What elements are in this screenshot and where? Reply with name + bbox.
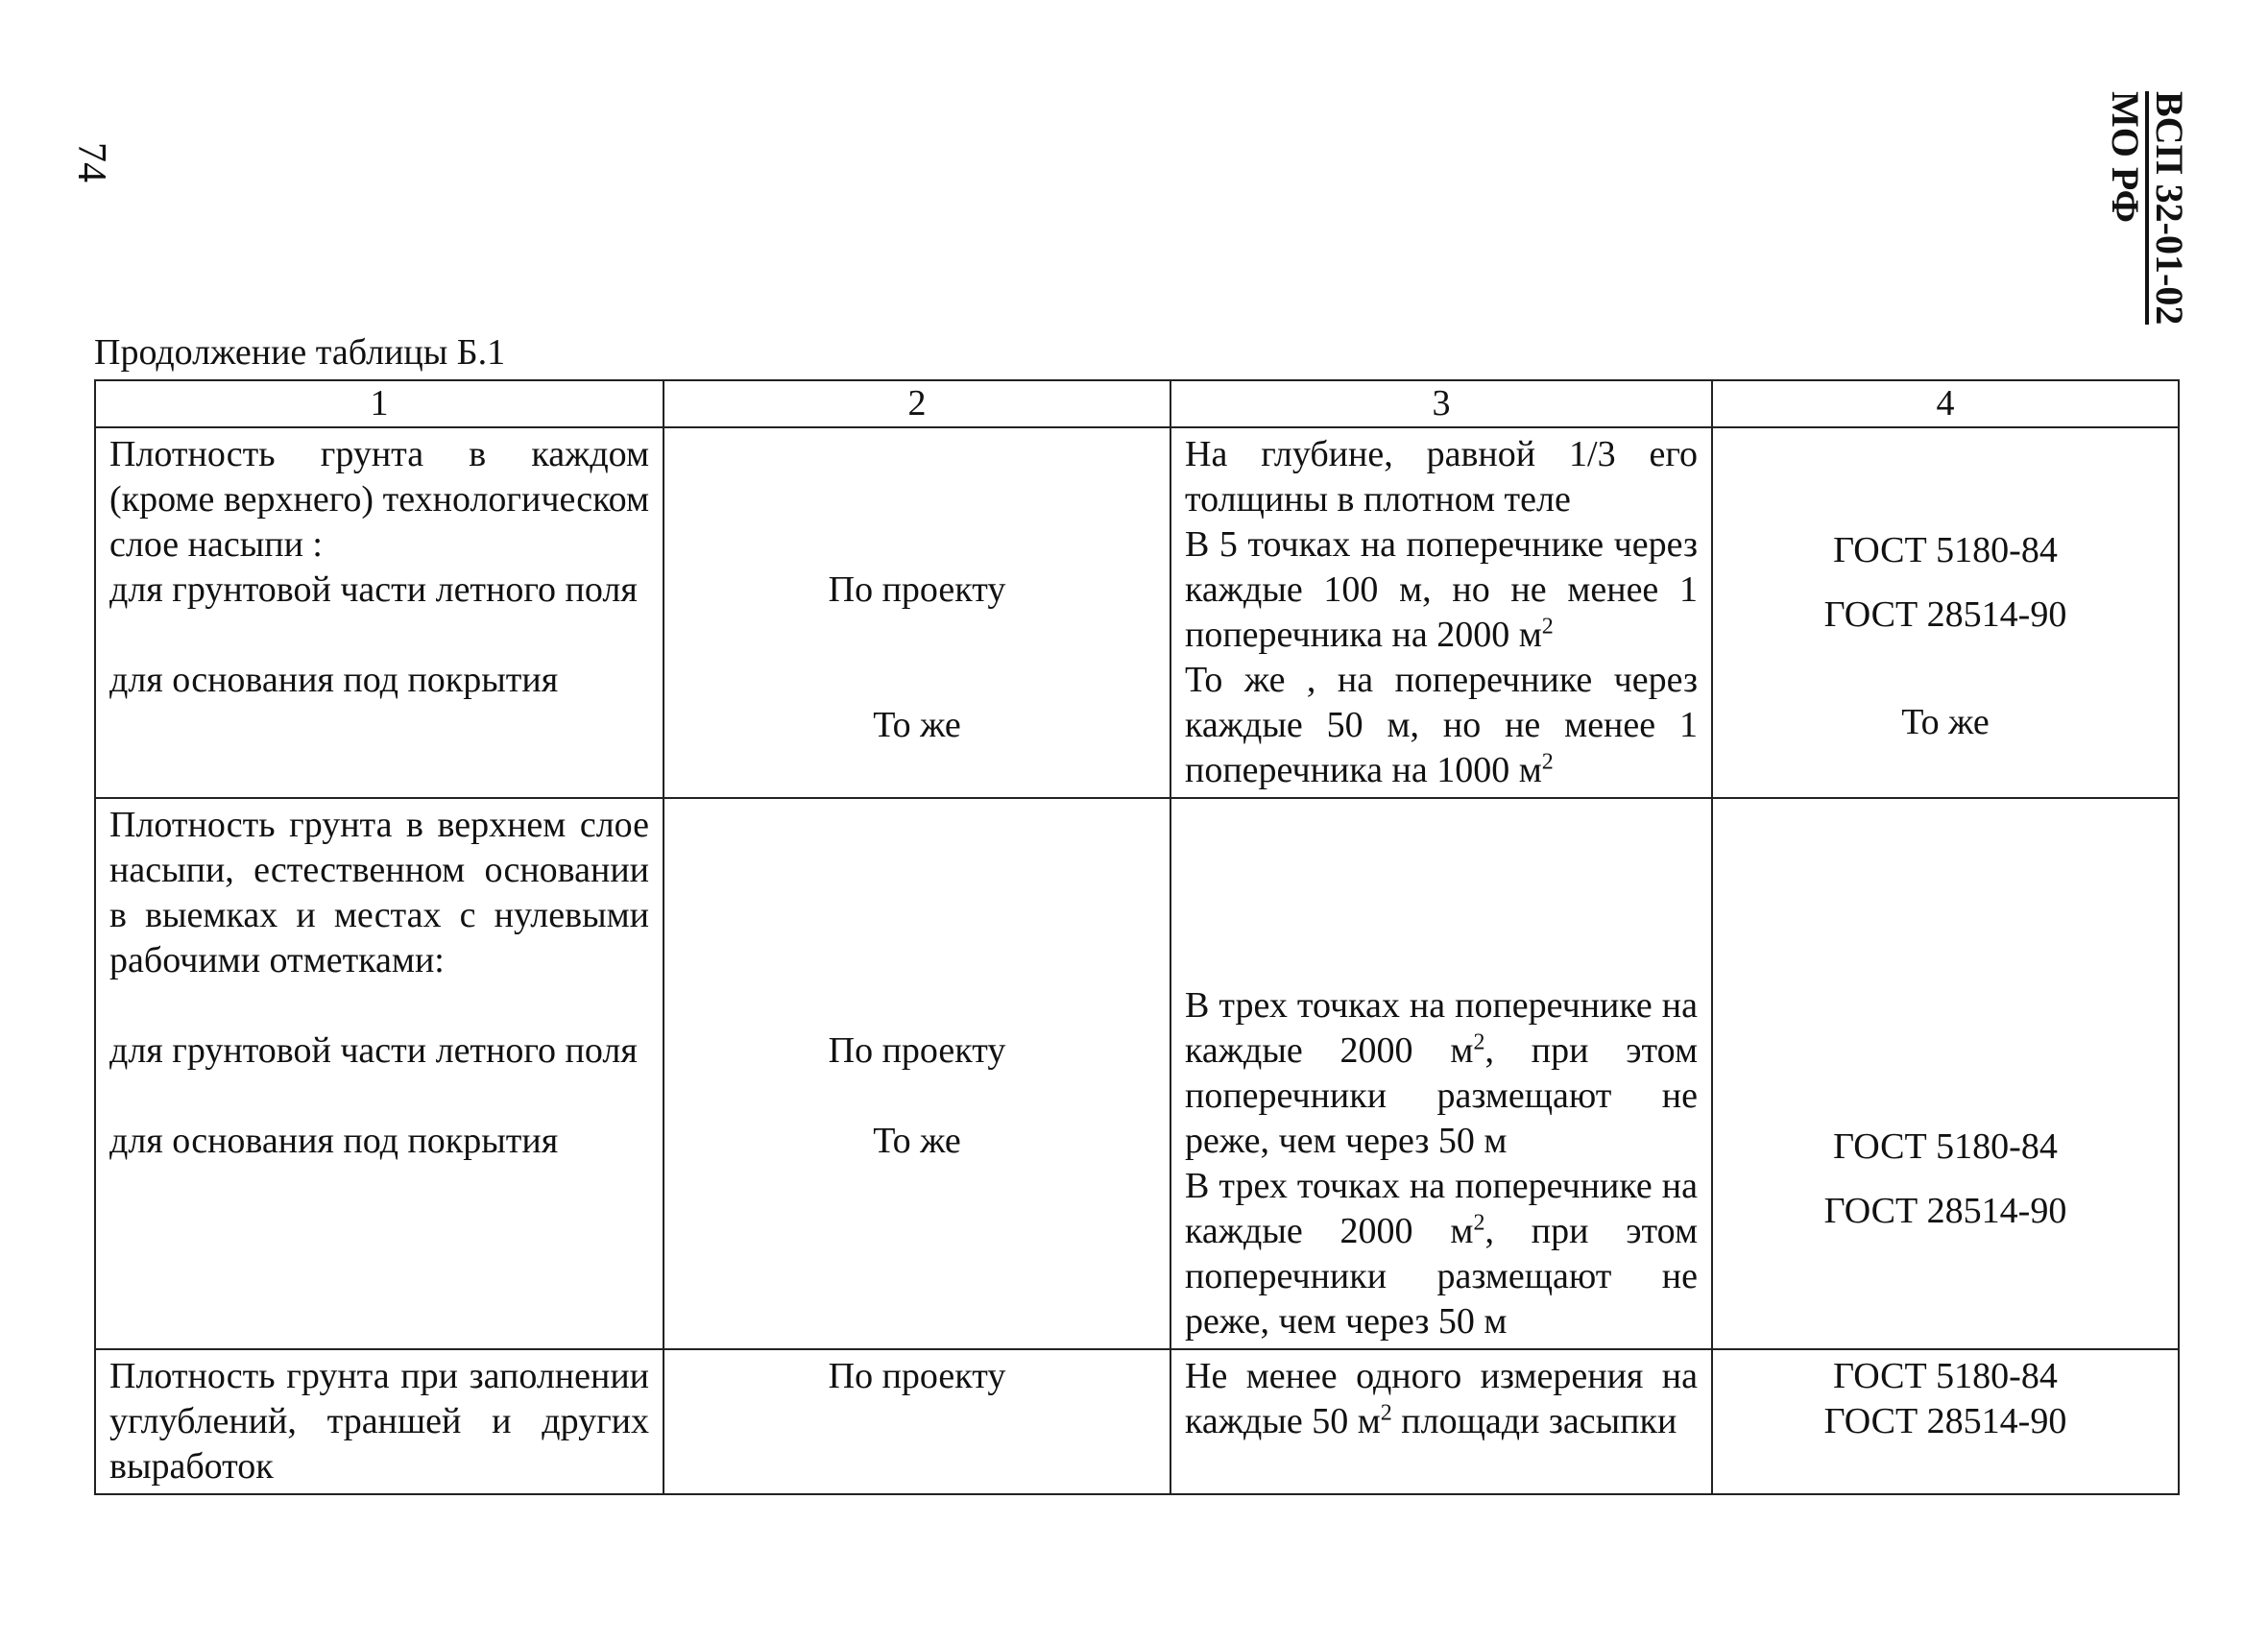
- column-header-4: 4: [1712, 380, 2179, 427]
- parameter-title: Плотность грунта в верхнем слое насыпи, естественном основании в выемках и местах с нулевыми рабочими отметками:: [109, 805, 649, 980]
- superscript-2: 2: [1473, 1029, 1485, 1055]
- method-b: В трех точках на поперечнике на каждые 2000 м: [1185, 1166, 1698, 1251]
- value-cell: [664, 1349, 1170, 1494]
- superscript-2: 2: [1541, 614, 1554, 640]
- table-row: [95, 1349, 2179, 1494]
- table-header-row: [95, 380, 2179, 427]
- column-header-3: 3: [1170, 380, 1712, 427]
- superscript-2: 2: [1473, 1210, 1485, 1236]
- standard-cell: [1712, 798, 2179, 1349]
- method-a1: На глубине, равной 1/3 его толщины в плотном теле: [1185, 434, 1698, 520]
- standard-cell: [1712, 427, 2179, 798]
- parameter-cell: [95, 427, 664, 798]
- document-code-line-2: МО РФ: [2104, 91, 2147, 223]
- value-b: То же: [873, 705, 961, 745]
- value-cell: [664, 798, 1170, 1349]
- method-a: В трех точках на поперечнике на каждые 2000 м: [1185, 985, 1698, 1071]
- table-row: [95, 427, 2179, 798]
- requirements-table: [94, 379, 2180, 1495]
- method-tail: площади засыпки: [1391, 1401, 1677, 1441]
- method-cell: [1170, 798, 1712, 1349]
- value-cell: [664, 427, 1170, 798]
- standard-b: То же: [1901, 702, 1990, 742]
- column-header-1: 1: [95, 380, 664, 427]
- superscript-2: 2: [1541, 749, 1554, 775]
- value-a: По проекту: [828, 1030, 1006, 1071]
- document-code-line-1: ВСП 32-01-02: [2145, 91, 2189, 325]
- document-code: [2064, 91, 2208, 370]
- superscript-2: 2: [1380, 1400, 1392, 1426]
- standard-a2: ГОСТ 28514-90: [1823, 594, 2067, 635]
- parameter-cell: [95, 798, 664, 1349]
- value: По проекту: [828, 1356, 1006, 1396]
- method-a-tail: , при этом поперечники размещают не реже, чем через 50 м: [1185, 1030, 1698, 1161]
- value-a: По проекту: [828, 569, 1006, 610]
- parameter-cell: [95, 1349, 664, 1494]
- column-header-2: 2: [664, 380, 1170, 427]
- standard-a2: ГОСТ 28514-90: [1823, 1191, 2067, 1231]
- parameter-sub-b: для основания под покрытия: [109, 1121, 559, 1161]
- standard-a1: ГОСТ 5180-84: [1833, 1126, 2058, 1167]
- standard-a1: ГОСТ 5180-84: [1833, 530, 2058, 570]
- page-number: 74: [69, 142, 113, 182]
- standard-cell: [1712, 1349, 2179, 1494]
- parameter-title: Плотность грунта при заполнении углублений, траншей и других выработок: [109, 1356, 649, 1487]
- parameter-sub-a: для грунтовой части летного поля: [109, 1030, 638, 1071]
- parameter-sub-a: для грунтовой части летного поля: [109, 569, 638, 610]
- method-cell: [1170, 1349, 1712, 1494]
- standard-a1: ГОСТ 5180-84: [1833, 1356, 2058, 1396]
- method-b-tail: , при этом поперечники размещают не реже, чем через 50 м: [1185, 1211, 1698, 1342]
- standard-a2: ГОСТ 28514-90: [1823, 1401, 2067, 1441]
- parameter-title: Плотность грунта в каждом (кроме верхнего) технологическом слое насыпи :: [109, 434, 649, 565]
- method-b: То же , на поперечнике через каждые 50 м, но не менее 1 поперечника на 1000 м: [1185, 660, 1698, 790]
- parameter-sub-b: для основания под покрытия: [109, 660, 559, 700]
- method-cell: [1170, 427, 1712, 798]
- table-row: [95, 798, 2179, 1349]
- method-a2: В 5 точках на поперечнике через каждые 100 м, но не менее 1 поперечника на 2000 м: [1185, 524, 1698, 655]
- value-b: То же: [873, 1121, 961, 1161]
- method: Не менее одного измерения на каждые 50 м: [1185, 1356, 1698, 1441]
- table-caption: Продолжение таблицы Б.1: [94, 332, 506, 373]
